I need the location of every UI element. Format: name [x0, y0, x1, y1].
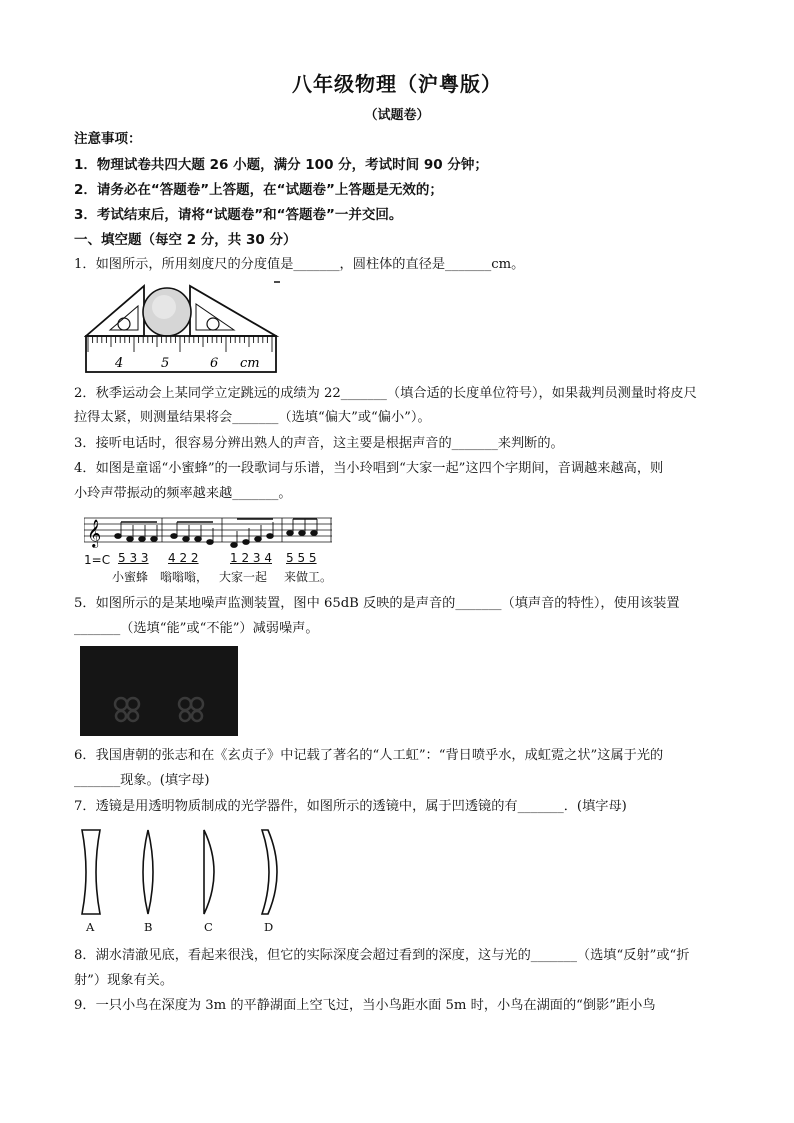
- music-notes-1: 5 3 3: [118, 551, 149, 565]
- music-notes-2: 4 2 2: [168, 551, 199, 565]
- music-key: 1=C: [84, 553, 111, 567]
- music-lyric-2: 嗡嗡嗡，: [160, 570, 209, 584]
- music-lyric-1: 小蜜蜂: [112, 570, 149, 584]
- ruler-tick-label: 4: [115, 356, 124, 371]
- lens-label-b: B: [144, 920, 153, 934]
- ruler-tick-label: 6: [210, 356, 219, 371]
- treble-clef-icon: 𝄞: [87, 519, 102, 547]
- music-lyric-3: 大家一起: [219, 570, 268, 584]
- lens-label-a: A: [86, 920, 95, 934]
- question-4-line-1: 4．如图是童谣“小蜜蜂”的一段歌词与乐谱，当小玲唱到“大家一起”这四个字期间，音调越来越高，则: [74, 461, 664, 476]
- question-5-line-1: 5．如图所示的是某地噪声监测装置，图中 65dB 反映的是声音的_______（填声音的特性），使用该装置: [74, 596, 680, 611]
- question-4-line-2: 小玲声带振动的频率越来越_______。: [74, 486, 292, 501]
- question-8-line-1: 8．湖水清澈见底，看起来很浅，但它的实际深度会超过看到的深度，这与光的_______（选填“反射”或“折: [74, 948, 690, 963]
- note-head: [127, 537, 134, 542]
- lens-d-shape: [262, 830, 277, 914]
- lens-b-shape: [143, 830, 153, 914]
- question-9-line-1: 9．一只小鸟在深度为 3m 的平静湖面上空飞过，当小鸟距水面 5m 时，小鸟在湖面的“倒影”距小鸟: [74, 998, 656, 1013]
- note-head: [311, 531, 318, 536]
- note-head: [195, 537, 202, 542]
- question-3: 3．接听电话时，很容易分辨出熟人的声音，这主要是根据声音的_______来判断的。: [74, 436, 564, 451]
- question-2-line-1: 2．秋季运动会上某同学立定跳远的成绩为 22_______（填合适的长度单位符号），如果裁判员测量时将皮尺: [74, 386, 697, 401]
- note-head: [243, 540, 250, 545]
- note-head: [151, 537, 158, 542]
- ruler-figure: [84, 280, 280, 376]
- music-notes-3: 1 2 3 4: [230, 551, 272, 565]
- question-1: 1．如图所示，所用刻度尺的分度值是_______，圆柱体的直径是_______cm。: [74, 257, 525, 272]
- right-triangle-shape: [190, 286, 276, 336]
- notice-item-3: 3．考试结束后，请将“试题卷”和“答题卷”一并交回。: [74, 207, 403, 223]
- lens-c-shape: [204, 830, 214, 914]
- question-7: 7．透镜是用透明物质制成的光学器件，如图所示的透镜中，属于凹透镜的有_______．(填字母): [74, 799, 627, 814]
- page-subtitle: （试题卷）: [364, 108, 430, 123]
- note-head: [231, 543, 238, 548]
- notice-heading: 注意事项：: [74, 131, 142, 147]
- question-2-line-2: 拉得太紧，则测量结果将会_______（选填“偏大”或“偏小”）。: [74, 410, 431, 425]
- question-6-line-2: _______现象。(填字母): [74, 773, 210, 788]
- ruler-unit-label: cm: [240, 356, 260, 371]
- lens-a-shape: [82, 830, 100, 914]
- section-heading: 一、填空题（每空 2 分，共 30 分）: [74, 232, 297, 248]
- note-head: [255, 537, 262, 542]
- lens-label-c: C: [204, 920, 213, 934]
- notice-item-1: 1．物理试卷共四大题 26 小题，满分 100 分，考试时间 90 分钟；: [74, 157, 488, 173]
- note-head: [115, 534, 122, 539]
- note-head: [207, 540, 214, 545]
- left-triangle-shape: [86, 286, 144, 336]
- note-head: [287, 531, 294, 536]
- page-title: 八年级物理（沪粤版）: [292, 72, 502, 96]
- music-lyric-4: 来做工。: [284, 570, 333, 584]
- music-staff-figure: [84, 514, 332, 552]
- lens-figure: [74, 826, 294, 918]
- question-6-line-1: 6．我国唐朝的张志和在《玄贞子》中记载了著名的“人工虹”：“背日喷乎水，成虹霓之状”这属于光的: [74, 748, 664, 763]
- notice-item-2: 2．请务必在“答题卷”上答题，在“试题卷”上答题是无效的；: [74, 182, 443, 198]
- note-head: [171, 534, 178, 539]
- question-8-line-2: 射”）现象有关。: [74, 973, 174, 988]
- question-5-line-2: _______（选填“能”或“不能”）减弱噪声。: [74, 621, 319, 636]
- ruler-tick-label: 5: [161, 356, 170, 371]
- noise-monitor-photo: [80, 646, 238, 736]
- note-head: [299, 531, 306, 536]
- note-head: [183, 537, 190, 542]
- note-head: [267, 534, 274, 539]
- lens-label-d: D: [264, 920, 274, 934]
- music-notes-4: 5 5 5: [286, 551, 317, 565]
- note-head: [139, 537, 146, 542]
